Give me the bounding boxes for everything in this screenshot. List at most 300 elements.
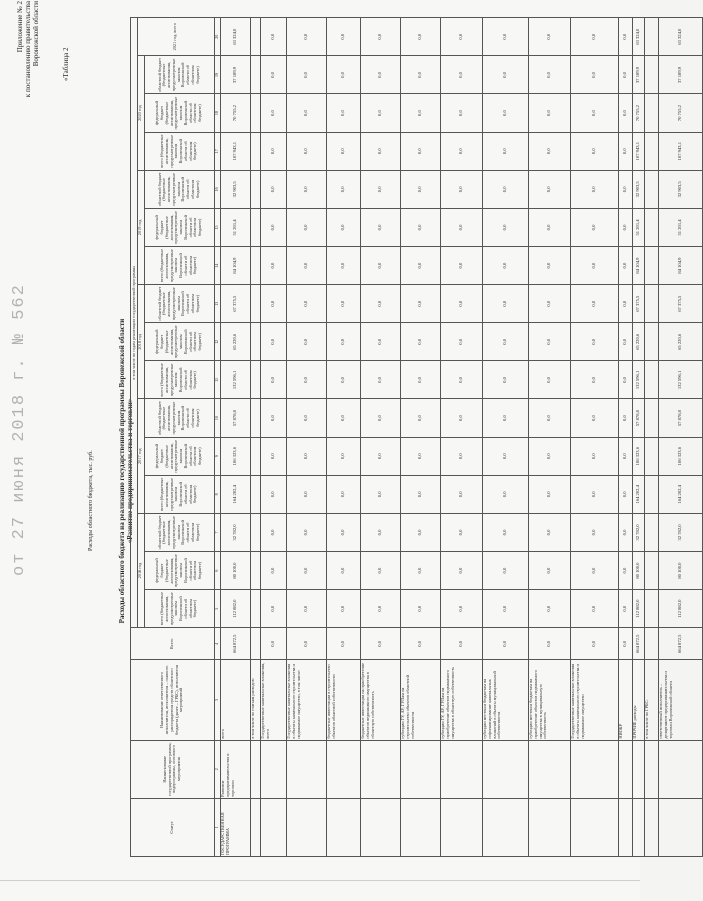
cell-value: 0,0 xyxy=(260,132,286,170)
column-number: 6 xyxy=(214,552,220,590)
cell-value: 0,0 xyxy=(260,513,286,551)
cell-status xyxy=(260,798,286,856)
cell-recipient: субсидии ГУ, АУ, ГУПам на приобретение объектов недвижимого имущества в областную собственность xyxy=(440,660,482,740)
cell-value: 0,0 xyxy=(326,56,360,94)
cell-value: 0,0 xyxy=(528,94,570,132)
appendix-line: Приложение № 2 xyxy=(16,1,24,53)
cell-value: 0,0 xyxy=(482,399,528,437)
cell-value: 0,0 xyxy=(286,475,326,513)
cell-status xyxy=(632,798,644,856)
cell-value: 0,0 xyxy=(260,285,286,323)
cell-name xyxy=(326,740,360,798)
header-year: 2018 год xyxy=(137,285,144,399)
table-label: «Таблица 2 xyxy=(62,47,70,81)
table-row xyxy=(360,18,400,857)
cell-value: 0,0 xyxy=(618,437,632,475)
column-number: 15 xyxy=(214,208,220,246)
cell-value xyxy=(250,247,260,285)
column-number: 4 xyxy=(214,628,220,660)
cell-name xyxy=(570,740,618,798)
cell-value: 57 878,8 xyxy=(632,399,644,437)
header-sub-regional: областной бюджет (бюджетные ассигнования, предусмотренные законом Воронежской области об областном бюджете) xyxy=(144,513,214,551)
table-row xyxy=(400,18,440,857)
cell-value xyxy=(644,285,658,323)
cell-value: 132 596,1 xyxy=(220,361,250,399)
unit-note: Расходы областного бюджета, тыс. руб. xyxy=(88,450,94,551)
cell-value: 0,0 xyxy=(528,132,570,170)
cell-value: 0,0 xyxy=(260,475,286,513)
cell-value xyxy=(644,590,658,628)
table-row xyxy=(644,18,658,857)
cell-value: 0,0 xyxy=(326,94,360,132)
cell-value: 0,0 xyxy=(326,513,360,551)
cell-name xyxy=(440,740,482,798)
cell-value: 0,0 xyxy=(260,247,286,285)
title-line: Расходы областного бюджета на реализацию государственной программы Воронежской области xyxy=(118,318,126,624)
table-row xyxy=(482,18,528,857)
cell-value: 0,0 xyxy=(400,475,440,513)
cell-value: 0,0 xyxy=(570,94,618,132)
header-sub-federal: федеральный бюджет (бюджетные ассигнования, предусмотренные законом Воронежской области об областном бюджете) xyxy=(144,208,214,246)
cell-value xyxy=(644,247,658,285)
cell-recipient: Государственные капитальные вложения, всего xyxy=(260,660,286,740)
cell-value: 0,0 xyxy=(260,208,286,246)
cell-status xyxy=(360,798,400,856)
cell-value xyxy=(250,94,260,132)
cell-value: 51 201,4 xyxy=(220,208,250,246)
cell-value: 70 755,2 xyxy=(632,94,644,132)
cell-value: 70 755,2 xyxy=(220,94,250,132)
cell-value: 0,0 xyxy=(482,361,528,399)
header-years-group: в том числе по годам реализации государственной программы xyxy=(131,18,138,628)
column-number: 3 xyxy=(214,660,220,740)
cell-value: 0,0 xyxy=(260,590,286,628)
cell-value: 0,0 xyxy=(400,56,440,94)
header-year: 2017 год xyxy=(137,399,144,513)
cell-value: 80 100,0 xyxy=(632,552,644,590)
header-sub-regional: областной бюджет (бюджетные ассигнования, предусмотренные законом Воронежской области об областном бюджете) xyxy=(144,399,214,437)
cell-value: 0,0 xyxy=(618,247,632,285)
cell-value: 0,0 xyxy=(400,628,440,660)
cell-value xyxy=(250,132,260,170)
cell-value: 0,0 xyxy=(570,323,618,361)
cell-value: 0,0 xyxy=(528,437,570,475)
table-row xyxy=(326,18,360,857)
cell-value: 0,0 xyxy=(618,94,632,132)
expenses-table xyxy=(130,17,703,857)
cell-value: 0,0 xyxy=(570,399,618,437)
column-number: 13 xyxy=(214,285,220,323)
column-number: 5 xyxy=(214,590,220,628)
cell-value: 0,0 xyxy=(570,513,618,551)
cell-value: 0,0 xyxy=(360,513,400,551)
cell-value: 106 323,6 xyxy=(220,437,250,475)
cell-value xyxy=(250,208,260,246)
cell-value: 0,0 xyxy=(400,94,440,132)
cell-value xyxy=(644,361,658,399)
header-name: Наименование государственной программы, подпрограммы, основного мероприятия xyxy=(131,740,215,798)
table-row xyxy=(260,18,286,857)
column-number: 11 xyxy=(214,361,220,399)
cell-value: 0,0 xyxy=(618,475,632,513)
cell-value xyxy=(644,170,658,208)
cell-value: 0,0 xyxy=(482,94,528,132)
cell-value: 0,0 xyxy=(570,628,618,660)
column-number: 2 xyxy=(214,740,220,798)
cell-value: 80 100,0 xyxy=(220,552,250,590)
table-row xyxy=(220,18,250,857)
cell-value: 0,0 xyxy=(440,399,482,437)
cell-value: 0,0 xyxy=(286,513,326,551)
cell-value: 0,0 xyxy=(400,247,440,285)
appendix-line: Воронежской области xyxy=(32,1,40,67)
header-sub-total: всего (бюджетные ассигнования, предусмотренные законом Воронежской области об областном бюджете) xyxy=(144,247,214,285)
cell-value: 112 882,0 xyxy=(658,590,702,628)
cell-status xyxy=(440,798,482,856)
cell-value: 0,0 xyxy=(360,247,400,285)
header-sub-regional: областной бюджет (бюджетные ассигнования, предусмотренные законом Воронежской области об областном бюджете) xyxy=(144,285,214,323)
cell-name xyxy=(482,740,528,798)
cell-value: 0,0 xyxy=(360,323,400,361)
cell-name xyxy=(360,740,400,798)
cell-value: 0,0 xyxy=(326,285,360,323)
cell-status xyxy=(400,798,440,856)
cell-value xyxy=(250,18,260,56)
cell-value: 0,0 xyxy=(528,475,570,513)
cell-value: 0,0 xyxy=(400,437,440,475)
cell-value: 0,0 xyxy=(360,399,400,437)
cell-value xyxy=(250,285,260,323)
cell-recipient: ПРОЧИЕ расходы xyxy=(632,660,644,740)
cell-value: 0,0 xyxy=(570,285,618,323)
cell-value: 0,0 xyxy=(528,399,570,437)
cell-value xyxy=(644,132,658,170)
cell-recipient: бюджетные инвестиции на приобретение объектов недвижимого имущества в областную собственность xyxy=(360,660,400,740)
column-number: 1 xyxy=(214,798,220,856)
cell-value: 0,0 xyxy=(286,323,326,361)
cell-value xyxy=(644,56,658,94)
table-row xyxy=(618,18,632,857)
cell-value: 0,0 xyxy=(482,132,528,170)
cell-status xyxy=(570,798,618,856)
cell-value: 0,0 xyxy=(286,552,326,590)
column-number: 19 xyxy=(214,56,220,94)
cell-value: 84 104,9 xyxy=(658,247,702,285)
cell-value: 0,0 xyxy=(360,361,400,399)
cell-value xyxy=(644,18,658,56)
cell-value: 0,0 xyxy=(440,552,482,590)
cell-value: 0,0 xyxy=(360,475,400,513)
appendix-block xyxy=(16,1,40,191)
header-recipient: Наименование ответственного исполнителя, исполнителя – главного распорядителя средств областного бюджета (далее – ГРБС), исполнителя мероприятий xyxy=(131,660,215,740)
cell-value: 0,0 xyxy=(570,475,618,513)
cell-value: 0,0 xyxy=(360,285,400,323)
cell-value: 0,0 xyxy=(400,208,440,246)
cell-value xyxy=(250,170,260,208)
column-number: 18 xyxy=(214,94,220,132)
cell-value: 132 596,1 xyxy=(632,361,644,399)
cell-value: 0,0 xyxy=(360,56,400,94)
cell-recipient: НИОКР xyxy=(618,660,632,740)
cell-value: 0,0 xyxy=(360,437,400,475)
cell-recipient: в том числе по статьям расходов: xyxy=(250,660,260,740)
cell-value: 0,0 xyxy=(440,94,482,132)
cell-value: 0,0 xyxy=(326,437,360,475)
cell-value: 0,0 xyxy=(618,513,632,551)
cell-value: 32 903,5 xyxy=(658,170,702,208)
cell-value: 0,0 xyxy=(528,513,570,551)
cell-value: 0,0 xyxy=(570,552,618,590)
cell-value: 0,0 xyxy=(440,18,482,56)
cell-value: 0,0 xyxy=(440,323,482,361)
cell-value: 0,0 xyxy=(260,170,286,208)
header-sub-federal: федеральный бюджет (бюджетные ассигнования, предусмотренные законом Воронежской области об областном бюджете) xyxy=(144,323,214,361)
cell-value xyxy=(644,552,658,590)
cell-value: 0,0 xyxy=(400,18,440,56)
cell-recipient: Государственные капитальные вложения в объекты капитального строительства и недвижимое имущество xyxy=(570,660,618,740)
cell-value: 0,0 xyxy=(528,56,570,94)
cell-value: 132 596,1 xyxy=(658,361,702,399)
cell-value: 106 323,6 xyxy=(658,437,702,475)
cell-value: 57 878,8 xyxy=(658,399,702,437)
cell-name xyxy=(250,740,260,798)
cell-value: 112 882,0 xyxy=(632,590,644,628)
cell-value: 164 202,4 xyxy=(632,475,644,513)
cell-value: 0,0 xyxy=(570,590,618,628)
cell-value: 0,0 xyxy=(400,399,440,437)
cell-value: 37 189,9 xyxy=(632,56,644,94)
cell-value: 0,0 xyxy=(286,247,326,285)
cell-value: 0,0 xyxy=(260,18,286,56)
cell-value: 67 375,5 xyxy=(658,285,702,323)
cell-recipient: бюджетные инвестиции в строительство объектов областной собственности xyxy=(326,660,360,740)
column-number: 9 xyxy=(214,437,220,475)
column-number: 12 xyxy=(214,323,220,361)
cell-value: 0,0 xyxy=(570,18,618,56)
cell-value: 0,0 xyxy=(482,208,528,246)
cell-value: 0,0 xyxy=(260,552,286,590)
cell-value: 0,0 xyxy=(440,170,482,208)
cell-value: 0,0 xyxy=(618,285,632,323)
cell-value: 0,0 xyxy=(440,513,482,551)
cell-value: 0,0 xyxy=(360,208,400,246)
cell-value: 164 202,4 xyxy=(658,475,702,513)
cell-value: 0,0 xyxy=(286,18,326,56)
cell-status xyxy=(286,798,326,856)
cell-value: 37 189,9 xyxy=(220,56,250,94)
cell-value: 65 220,6 xyxy=(658,323,702,361)
cell-status xyxy=(482,798,528,856)
header-sub-total: всего (бюджетные ассигнования, предусмотренные законом Воронежской области об областном бюджете) xyxy=(144,132,214,170)
cell-value: 0,0 xyxy=(326,323,360,361)
cell-name xyxy=(632,740,644,798)
cell-value: 0,0 xyxy=(528,170,570,208)
header-year: 2020 год xyxy=(137,56,144,170)
cell-value: 67 375,5 xyxy=(632,285,644,323)
cell-value: 32 903,5 xyxy=(632,170,644,208)
cell-value: 63 324,0 xyxy=(632,18,644,56)
cell-value: 0,0 xyxy=(440,361,482,399)
cell-value: 0,0 xyxy=(400,170,440,208)
cell-value: 0,0 xyxy=(400,552,440,590)
cell-recipient: ответственный исполнитель – департамент предпринимательства и торговли Воронежской области xyxy=(658,660,702,740)
cell-value: 0,0 xyxy=(618,56,632,94)
cell-value: 0,0 xyxy=(286,94,326,132)
cell-value: 0,0 xyxy=(570,56,618,94)
column-number: 20 xyxy=(214,18,220,56)
cell-value: 0,0 xyxy=(286,285,326,323)
cell-value: 0,0 xyxy=(570,132,618,170)
column-number: 7 xyxy=(214,513,220,551)
cell-value xyxy=(250,323,260,361)
cell-value: 0,0 xyxy=(528,361,570,399)
cell-value: 106 323,6 xyxy=(632,437,644,475)
cell-value: 63 324,0 xyxy=(658,18,702,56)
cell-value: 0,0 xyxy=(360,552,400,590)
cell-value xyxy=(250,552,260,590)
cell-value xyxy=(250,590,260,628)
cell-value xyxy=(644,437,658,475)
cell-value: 0,0 xyxy=(400,285,440,323)
cell-value: 63 324,0 xyxy=(220,18,250,56)
cell-name xyxy=(400,740,440,798)
table-row xyxy=(440,18,482,857)
cell-value: 0,0 xyxy=(618,323,632,361)
cell-value xyxy=(250,513,260,551)
cell-value xyxy=(644,513,658,551)
cell-value: 0,0 xyxy=(400,323,440,361)
cell-recipient: Государственные капитальные вложения в объекты капитального строительства и недвижимое имущество, в том числе: xyxy=(286,660,326,740)
cell-value: 0,0 xyxy=(360,170,400,208)
cell-name: Развитие предпринимательства и торговли xyxy=(220,740,250,798)
cell-name xyxy=(260,740,286,798)
cell-value: 0,0 xyxy=(286,399,326,437)
cell-value: 0,0 xyxy=(400,513,440,551)
cell-value: 70 755,2 xyxy=(658,94,702,132)
cell-value: 0,0 xyxy=(400,361,440,399)
cell-value: 0,0 xyxy=(570,247,618,285)
cell-value: 0,0 xyxy=(528,628,570,660)
cell-name xyxy=(528,740,570,798)
cell-value: 0,0 xyxy=(618,628,632,660)
column-number: 10 xyxy=(214,399,220,437)
cell-value: 0,0 xyxy=(360,18,400,56)
cell-value: 664 872,5 xyxy=(658,628,702,660)
cell-value: 0,0 xyxy=(618,208,632,246)
column-number: 17 xyxy=(214,132,220,170)
header-sub-total: всего (бюджетные ассигнования, предусмотренные законом Воронежской области об областном бюджете) xyxy=(144,361,214,399)
cell-value xyxy=(250,361,260,399)
cell-value: 0,0 xyxy=(618,18,632,56)
cell-value: 112 882,0 xyxy=(220,590,250,628)
table-body xyxy=(214,18,702,857)
cell-status xyxy=(326,798,360,856)
cell-value: 0,0 xyxy=(440,56,482,94)
cell-value: 84 104,9 xyxy=(220,247,250,285)
cell-value xyxy=(250,56,260,94)
cell-value: 0,0 xyxy=(400,132,440,170)
cell-value: 0,0 xyxy=(482,323,528,361)
cell-value: 32 782,0 xyxy=(658,513,702,551)
cell-value: 0,0 xyxy=(260,56,286,94)
cell-value: 0,0 xyxy=(326,475,360,513)
cell-value: 0,0 xyxy=(482,513,528,551)
cell-value: 0,0 xyxy=(482,552,528,590)
header-sub-regional: областной бюджет (бюджетные ассигнования, предусмотренные законом Воронежской области об областном бюджете) xyxy=(144,170,214,208)
cell-value: 0,0 xyxy=(326,247,360,285)
header-sub-federal: федеральный бюджет (бюджетные ассигнования, предусмотренные законом Воронежской области об областном бюджете) xyxy=(144,552,214,590)
cell-value: 51 201,4 xyxy=(658,208,702,246)
cell-value: 0,0 xyxy=(360,590,400,628)
header-sub-total: всего (бюджетные ассигнования, предусмотренные законом Воронежской области об областном бюджете) xyxy=(144,590,214,628)
cell-value: 32 782,0 xyxy=(632,513,644,551)
cell-value: 0,0 xyxy=(482,628,528,660)
cell-value: 0,0 xyxy=(482,18,528,56)
cell-recipient: субсидии ГУ, АУ, ГУПам на строительство объектов областной собственности xyxy=(400,660,440,740)
cell-value: 51 201,4 xyxy=(632,208,644,246)
cell-value: 0,0 xyxy=(286,208,326,246)
cell-value: 37 189,9 xyxy=(658,56,702,94)
cell-value: 0,0 xyxy=(482,247,528,285)
cell-value: 0,0 xyxy=(440,247,482,285)
cell-recipient: в том числе по ГРБС: xyxy=(644,660,658,740)
cell-value: 0,0 xyxy=(482,475,528,513)
cell-value: 0,0 xyxy=(528,247,570,285)
cell-value: 0,0 xyxy=(326,132,360,170)
header-total: Всего xyxy=(131,628,215,660)
cell-value: 0,0 xyxy=(400,590,440,628)
cell-value: 0,0 xyxy=(326,170,360,208)
cell-value: 0,0 xyxy=(618,552,632,590)
date-stamp: от 27 июня 2018 г. № 562 xyxy=(10,283,29,576)
cell-value: 0,0 xyxy=(260,628,286,660)
cell-value: 0,0 xyxy=(528,208,570,246)
cell-value: 0,0 xyxy=(286,361,326,399)
header-sub-federal: федеральный бюджет (бюджетные ассигнования, предусмотренные законом Воронежской области об областном бюджете) xyxy=(144,437,214,475)
cell-value: 0,0 xyxy=(260,437,286,475)
cell-value: 0,0 xyxy=(326,361,360,399)
cell-value: 0,0 xyxy=(528,18,570,56)
cell-value: 65 220,6 xyxy=(632,323,644,361)
cell-value: 0,0 xyxy=(482,437,528,475)
cell-value: 0,0 xyxy=(618,399,632,437)
cell-value: 0,0 xyxy=(286,437,326,475)
header-year: 2019 год xyxy=(137,170,144,284)
cell-recipient: всего xyxy=(220,660,250,740)
cell-value: 0,0 xyxy=(570,170,618,208)
cell-value: 0,0 xyxy=(326,628,360,660)
cell-value: 0,0 xyxy=(286,132,326,170)
cell-value: 0,0 xyxy=(570,361,618,399)
column-number: 8 xyxy=(214,475,220,513)
cell-value: 0,0 xyxy=(570,208,618,246)
cell-value: 164 202,4 xyxy=(220,475,250,513)
column-number: 14 xyxy=(214,247,220,285)
column-number: 16 xyxy=(214,170,220,208)
cell-value xyxy=(644,208,658,246)
cell-value xyxy=(644,475,658,513)
cell-value: 0,0 xyxy=(360,94,400,132)
cell-value: 67 375,5 xyxy=(220,285,250,323)
cell-value: 0,0 xyxy=(326,552,360,590)
cell-value: 107 943,1 xyxy=(220,132,250,170)
cell-value: 0,0 xyxy=(528,285,570,323)
cell-value xyxy=(644,94,658,132)
cell-value: 0,0 xyxy=(326,208,360,246)
cell-value: 0,0 xyxy=(326,18,360,56)
cell-value xyxy=(644,399,658,437)
cell-value: 80 100,0 xyxy=(658,552,702,590)
